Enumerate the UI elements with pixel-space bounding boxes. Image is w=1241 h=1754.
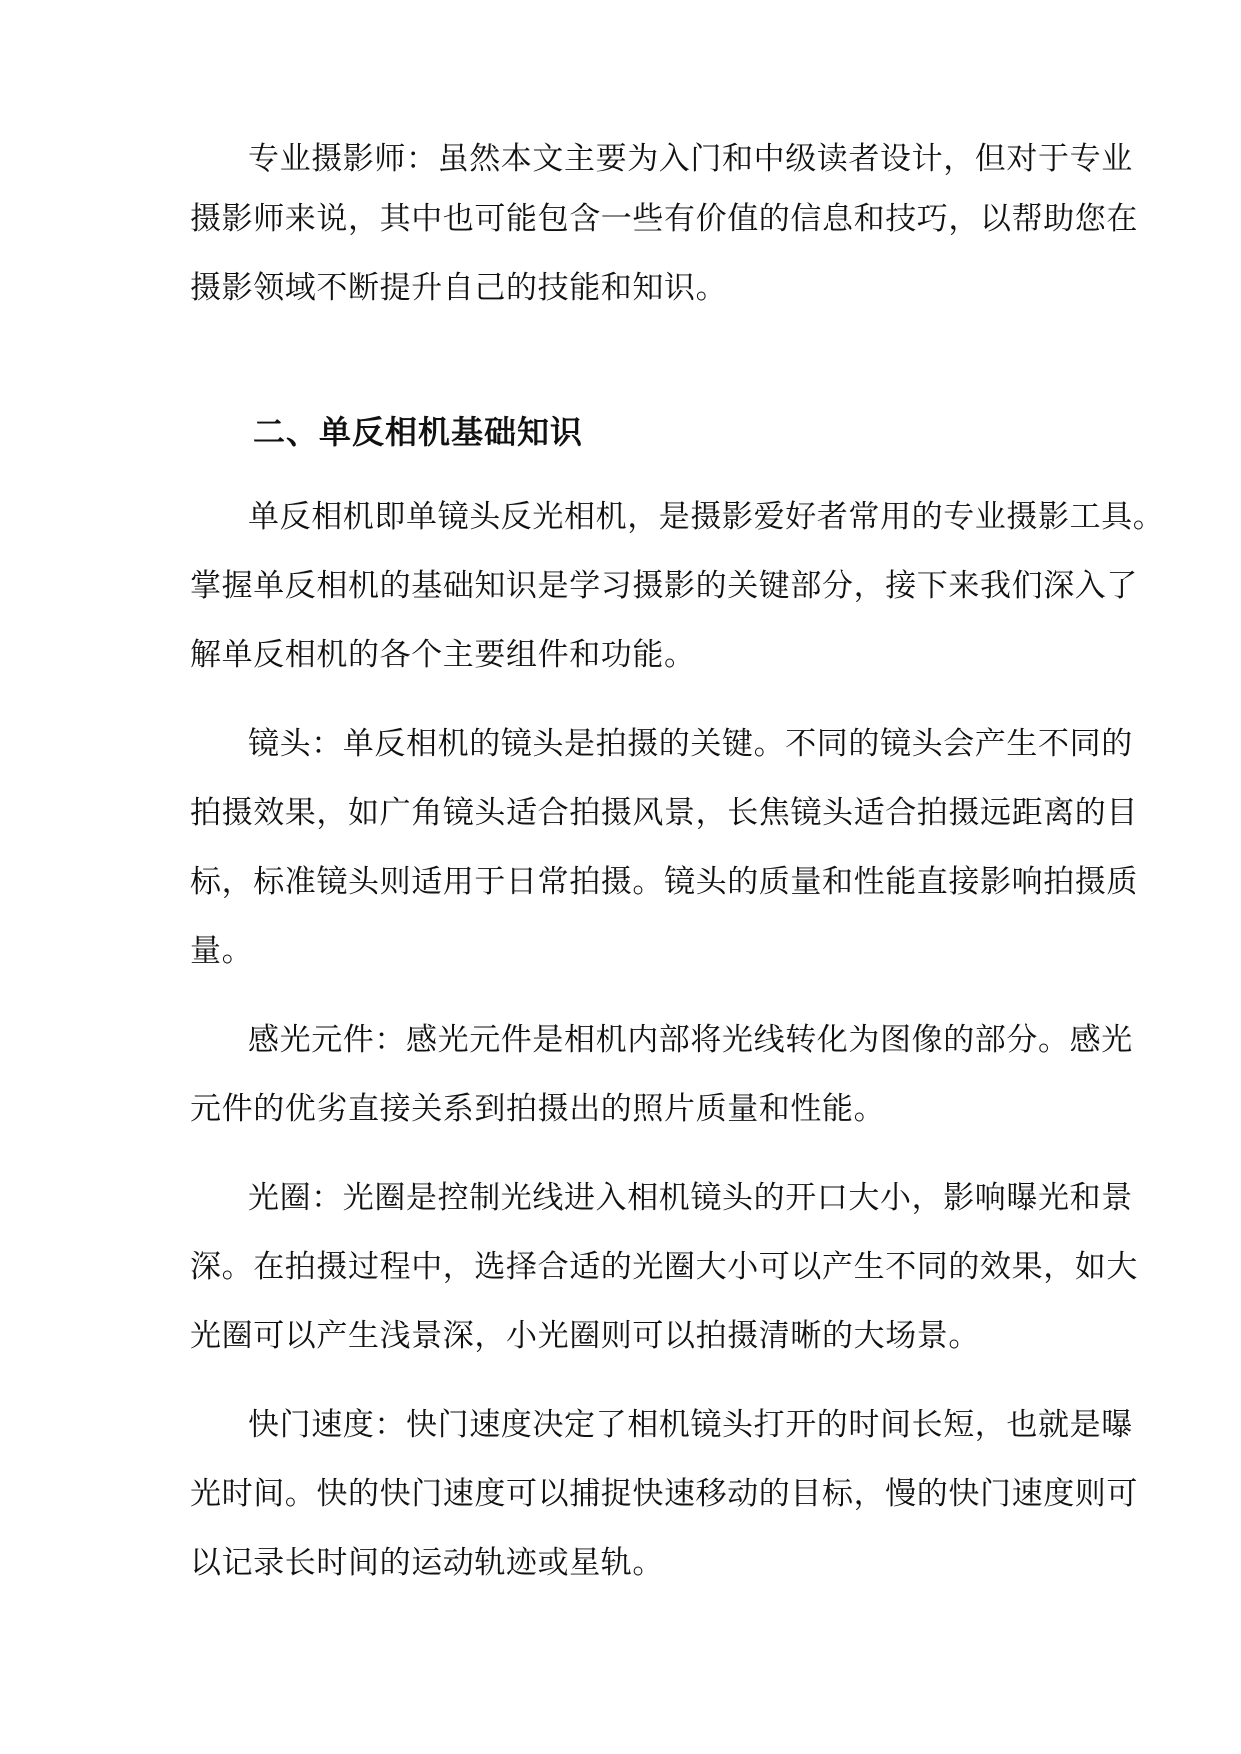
paragraph-line: 摄影师来说，其中也可能包含一些有价值的信息和技巧，以帮助您在 (190, 201, 1138, 237)
paragraph-line: 快门速度：快门速度决定了相机镜头打开的时间长短，也就是曝 (248, 1407, 1133, 1443)
paragraph-line: 光圈：光圈是控制光线进入相机镜头的开口大小，影响曝光和景 (248, 1180, 1133, 1216)
paragraph-line: 掌握单反相机的基础知识是学习摄影的关键部分，接下来我们深入了 (190, 568, 1138, 604)
paragraph-line: 元件的优劣直接关系到拍摄出的照片质量和性能。 (190, 1091, 886, 1127)
paragraph-line: 解单反相机的各个主要组件和功能。 (190, 637, 696, 673)
paragraph-line: 光时间。快的快门速度可以捕捉快速移动的目标，慢的快门速度则可 (190, 1476, 1138, 1512)
paragraph-line: 标，标准镜头则适用于日常拍摄。镜头的质量和性能直接影响拍摄质 (190, 864, 1138, 900)
paragraph-line: 光圈可以产生浅景深，小光圈则可以拍摄清晰的大场景。 (190, 1318, 980, 1354)
section-heading: 二、单反相机基础知识 (253, 413, 584, 451)
paragraph-line: 以记录长时间的运动轨迹或星轨。 (190, 1545, 664, 1581)
paragraph-line: 单反相机即单镜头反光相机，是摄影爱好者常用的专业摄影工具。 (248, 499, 1165, 535)
paragraph-line: 专业摄影师：虽然本文主要为入门和中级读者设计，但对于专业 (248, 141, 1133, 177)
paragraph-line: 镜头：单反相机的镜头是拍摄的关键。不同的镜头会产生不同的 (248, 726, 1133, 762)
paragraph-line: 深。在拍摄过程中，选择合适的光圈大小可以产生不同的效果，如大 (190, 1249, 1138, 1285)
paragraph-line: 量。 (190, 933, 254, 969)
paragraph-line: 感光元件：感光元件是相机内部将光线转化为图像的部分。感光 (248, 1022, 1133, 1058)
paragraph-line: 摄影领域不断提升自己的技能和知识。 (190, 270, 728, 306)
paragraph-line: 拍摄效果，如广角镜头适合拍摄风景，长焦镜头适合拍摄远距离的目 (190, 795, 1138, 831)
